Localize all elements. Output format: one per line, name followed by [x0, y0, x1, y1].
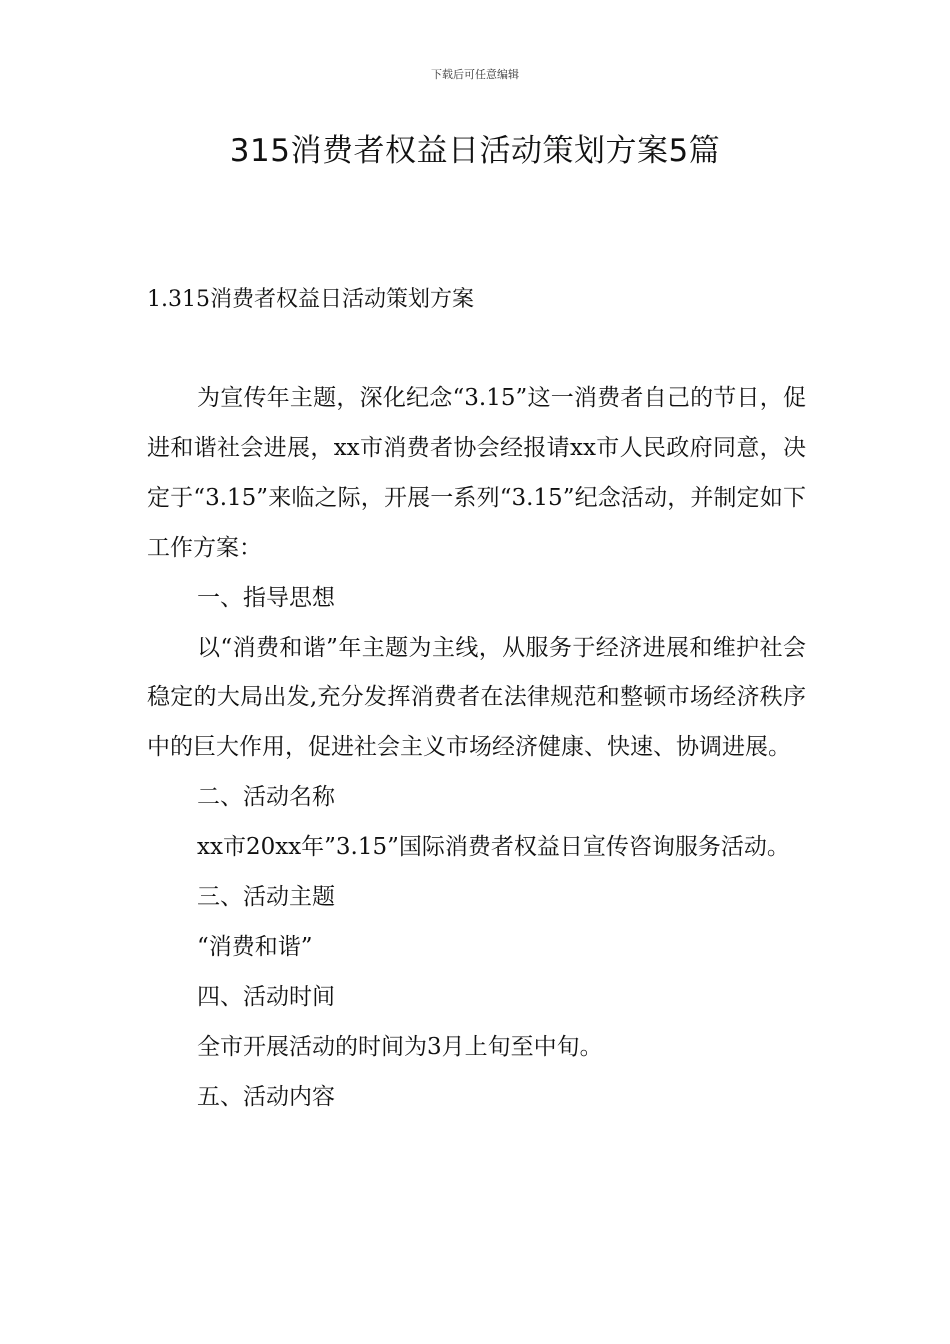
- document-body: [147, 374, 806, 1123]
- heading-activity-name: 二、活动名称: [197, 784, 335, 811]
- section-heading: 1.315消费者权益日活动策划方案: [147, 287, 474, 312]
- guiding-ideology-paragraph: 以“消费和谐”年主题为主线，从服务于经济进展和维护社会稳定的大局出发,充分发挥消费者在法律规范和整顿市场经济秩序中的巨大作用，促进社会主义市场经济健康、快速、协调进展。: [147, 634, 806, 761]
- heading-activity-content: 五、活动内容: [197, 1083, 335, 1110]
- header-note: 下载后可任意编辑: [431, 68, 519, 81]
- heading-activity-time: 四、活动时间: [197, 983, 335, 1010]
- page-title: 315消费者权益日活动策划方案5篇: [229, 133, 721, 169]
- heading-activity-theme: 三、活动主题: [197, 884, 335, 911]
- heading-guiding-ideology: 一、指导思想: [197, 584, 335, 611]
- activity-theme-paragraph: “消费和谐”: [197, 933, 313, 960]
- activity-time-paragraph: 全市开展活动的时间为3月上旬至中旬。: [197, 1033, 603, 1060]
- activity-name-paragraph: xx市20xx年”3.15”国际消费者权益日宣传咨询服务活动。: [197, 834, 790, 861]
- intro-paragraph: 为宣传年主题，深化纪念“3.15”这一消费者自己的节日，促进和谐社会进展，xx市消费者协会经报请xx市人民政府同意，决定于“3.15”来临之际，开展一系列“3.15”纪念活动，并制定如下工作方案：: [147, 385, 806, 561]
